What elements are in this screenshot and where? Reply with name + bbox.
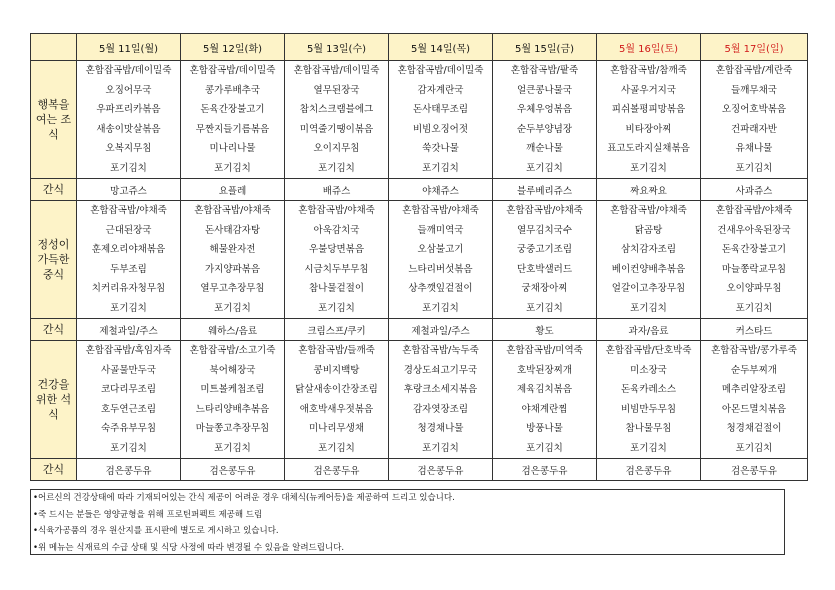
snack-cell: 검은콩두유: [493, 459, 597, 481]
menu-item: 훈제오리야채볶음: [91, 244, 166, 256]
menu-item: 들깨무채국: [731, 84, 777, 96]
day-header: 5월 13일(수): [285, 34, 389, 61]
menu-item-list: [597, 201, 700, 318]
meal-cell: [493, 341, 597, 459]
snack-cell: 제철과일/주스: [389, 319, 493, 341]
meal-cell: [493, 201, 597, 319]
menu-item-list: [701, 341, 807, 458]
menu-item: 깨순나물: [526, 143, 563, 155]
menu-item-list: [181, 61, 284, 178]
menu-item-list: [493, 201, 596, 318]
menu-item: 아몬드멸치볶음: [721, 403, 787, 415]
menu-item: 새송이맛살볶음: [96, 123, 161, 135]
menu-item: 제육김치볶음: [516, 384, 573, 396]
menu-item: 느타리버섯볶음: [408, 263, 473, 275]
menu-item: 돈육간장불고기: [721, 244, 787, 256]
menu-item: 포기김치: [214, 302, 251, 314]
menu-item: 감자계란국: [417, 84, 464, 96]
menu-item: 혼합잡곡밥/흑임자죽: [85, 345, 172, 357]
menu-item-list: [701, 61, 807, 178]
menu-item: 메추리알장조림: [721, 384, 787, 396]
menu-item: 우불당면볶음: [308, 244, 365, 256]
menu-item: 혼합잡곡밥/계란죽: [715, 65, 793, 77]
snack-cell: 커스타드: [701, 319, 808, 341]
meal-cell: [597, 61, 701, 179]
meal-label: 정성이 가득한 중식: [31, 201, 77, 319]
menu-item: 마늘쫑고추장무침: [195, 423, 270, 435]
menu-item: 돈육간장불고기: [200, 104, 265, 116]
meal-cell: [181, 201, 285, 319]
snack-cell: 웨하스/음료: [181, 319, 285, 341]
menu-item: 포기김치: [110, 442, 147, 454]
menu-item: 미나리무생채: [308, 423, 365, 435]
snack-cell: 검은콩두유: [181, 459, 285, 481]
menu-item: 북어해장국: [209, 364, 256, 376]
note-line: •식육가공품의 경우 원산지를 표시판에 별도로 게시하고 있습니다.: [33, 526, 279, 536]
menu-item: 유채나물: [735, 143, 773, 155]
menu-item: 콩가루배추국: [204, 84, 261, 96]
menu-item: 숙주유부무침: [100, 423, 157, 435]
menu-item-list: [285, 341, 388, 458]
menu-item: 얼큰콩나물국: [516, 84, 573, 96]
menu-item: 마늘쫑락교무침: [721, 263, 787, 275]
menu-item: 혼합잡곡밥/데이밀죽: [85, 65, 172, 77]
day-header-saturday: 5월 16일(토): [597, 34, 701, 61]
snack-cell: 제철과일/주스: [77, 319, 181, 341]
meal-cell: [701, 61, 808, 179]
snack-cell: 황도: [493, 319, 597, 341]
day-header: 5월 11일(월): [77, 34, 181, 61]
menu-item: 포기김치: [110, 302, 147, 314]
snack-cell: 망고쥬스: [77, 179, 181, 201]
menu-item: 혼합잡곡밥/야채죽: [298, 205, 375, 217]
meal-cell: [77, 341, 181, 459]
menu-item: 감자엿장조림: [412, 403, 469, 415]
menu-item: 시금치두부무침: [304, 263, 369, 275]
menu-item: 오이지무침: [313, 143, 360, 155]
meal-cell: [597, 201, 701, 319]
menu-item: 비빔만두무침: [620, 403, 677, 415]
menu-item: 닭곰탕: [634, 224, 663, 236]
menu-item: 미역줄기땡이볶음: [299, 123, 374, 135]
menu-item: 참나물무침: [625, 423, 672, 435]
menu-item-list: [493, 61, 596, 178]
meal-cell: [77, 61, 181, 179]
menu-item: 혼합잡곡밥/야채죽: [715, 205, 793, 217]
meal-cell: [493, 61, 597, 179]
menu-item: 포기김치: [110, 162, 147, 174]
menu-item: 혼합잡곡밥/들깨죽: [298, 345, 375, 357]
meal-cell: [389, 341, 493, 459]
day-header-sunday: 5월 17일(일): [701, 34, 808, 61]
menu-item: 사골우거지국: [620, 84, 677, 96]
menu-item: 돈육카레소스: [620, 384, 677, 396]
menu-item: 건파래자반: [731, 123, 777, 135]
menu-item: 우체우엉볶음: [516, 104, 573, 116]
meal-label: 건강을 위한 석식: [31, 341, 77, 459]
menu-item: 야채계란찜: [521, 403, 568, 415]
snack-row: [31, 459, 808, 481]
meal-row: [31, 61, 808, 179]
menu-item: 혼합잡곡밥/데이밀죽: [293, 65, 380, 77]
menu-item: 열무고추장무침: [200, 283, 265, 295]
meal-cell: [389, 201, 493, 319]
meal-cell: [181, 341, 285, 459]
meal-cell: [181, 61, 285, 179]
snack-cell: 야채쥬스: [389, 179, 493, 201]
meal-cell: [285, 341, 389, 459]
menu-item: 혼합잡곡밥/야채죽: [506, 205, 583, 217]
menu-item: 혼합잡곡밥/녹두죽: [402, 345, 479, 357]
menu-item: 포기김치: [214, 162, 251, 174]
menu-item: 해물완자전: [209, 244, 256, 256]
menu-item: 포기김치: [526, 442, 563, 454]
menu-item: 포기김치: [735, 162, 773, 174]
menu-item-list: [389, 341, 492, 458]
snack-cell: 배쥬스: [285, 179, 389, 201]
menu-item: 혼합잡곡밥/콩가루죽: [711, 345, 797, 357]
menu-item: 청경채나물: [417, 423, 464, 435]
menu-item: 비타장아찌: [625, 123, 672, 135]
snack-label: 간식: [31, 459, 77, 481]
menu-item: 돈사태무조림: [412, 104, 469, 116]
menu-item: 비빔오징어젓: [412, 123, 469, 135]
menu-item: 혼합잡곡밥/팥죽: [510, 65, 579, 77]
menu-item: 혼합잡곡밥/데이밀죽: [397, 65, 484, 77]
menu-item: 경상도쇠고기무국: [403, 364, 478, 376]
meal-cell: [701, 341, 808, 459]
menu-item: 궁중고기조림: [516, 244, 573, 256]
menu-item: 포기김치: [735, 302, 773, 314]
menu-item: 포기김치: [422, 442, 459, 454]
menu-item: 포기김치: [422, 162, 459, 174]
menu-item-list: [181, 341, 284, 458]
menu-item: 단호박샐러드: [516, 263, 573, 275]
menu-item-list: [493, 341, 596, 458]
menu-item: 열무된장국: [313, 84, 360, 96]
menu-item: 오삼불고기: [417, 244, 464, 256]
meal-cell: [597, 341, 701, 459]
note-line: •죽 드시는 분들은 영양균형을 위해 프로틴퍼펙트 제공해 드림: [33, 509, 263, 520]
menu-item: 방풍나물: [526, 423, 563, 435]
menu-item-list: [389, 61, 492, 178]
menu-item: 포기김치: [630, 162, 667, 174]
menu-item: 포기김치: [422, 302, 459, 314]
menu-item: 오징어호박볶음: [721, 104, 787, 116]
menu-item: 혼합잡곡밥/미역죽: [506, 345, 583, 357]
menu-item: 미소장국: [630, 364, 667, 376]
menu-item: 무짠지들기름볶음: [195, 123, 270, 135]
menu-item: 피쉬볼평피망볶음: [611, 104, 686, 116]
menu-item: 참나물겉절이: [308, 283, 365, 295]
menu-item-list: [77, 61, 180, 178]
menu-item: 미나리나물: [209, 143, 256, 155]
menu-item: 포기김치: [526, 162, 563, 174]
snack-cell: 검은콩두유: [701, 459, 808, 481]
day-header: 5월 14일(목): [389, 34, 493, 61]
header-row: [31, 34, 808, 61]
menu-item: 혼합잡곡밥/야채죽: [194, 205, 271, 217]
menu-item: 쑥갓나물: [422, 143, 459, 155]
menu-item: 혼합잡곡밥/단호박죽: [605, 345, 692, 357]
menu-item: 근대된장국: [105, 224, 152, 236]
menu-item-list: [77, 201, 180, 318]
snack-cell: 검은콩두유: [597, 459, 701, 481]
meal-label: 행복을 여는 조식: [31, 61, 77, 179]
snack-cell: 블루베리쥬스: [493, 179, 597, 201]
snack-label: 간식: [31, 179, 77, 201]
snack-cell: 요플레: [181, 179, 285, 201]
menu-item: 혼합잡곡밥/참깨죽: [610, 65, 687, 77]
menu-item: 상추깻잎겉절이: [408, 283, 473, 295]
menu-item: 오이양파무침: [726, 283, 782, 295]
day-header: 5월 12일(화): [181, 34, 285, 61]
snack-cell: 검은콩두유: [285, 459, 389, 481]
menu-item-list: [285, 201, 388, 318]
menu-item: 코다리무조림: [100, 384, 157, 396]
header-corner-cell: [31, 34, 77, 61]
menu-item: 두부조림: [110, 263, 147, 275]
menu-item-list: [597, 61, 700, 178]
menu-item: 혼합잡곡밥/데이밀죽: [189, 65, 276, 77]
meal-row: [31, 201, 808, 319]
menu-item: 혼합잡곡밥/야채죽: [90, 205, 167, 217]
snack-label: 간식: [31, 319, 77, 341]
menu-item: 혼합잡곡밥/야채죽: [402, 205, 479, 217]
menu-item: 궁채장아찌: [521, 283, 568, 295]
menu-item: 포기김치: [318, 162, 355, 174]
menu-item: 혼합잡곡밥/야채죽: [610, 205, 687, 217]
menu-item: 포기김치: [630, 302, 667, 314]
menu-item-list: [701, 201, 807, 318]
snack-row: [31, 179, 808, 201]
menu-item: 치커리유자청무침: [91, 283, 166, 295]
menu-item: 호두연근조림: [100, 403, 157, 415]
menu-item-list: [285, 61, 388, 178]
snack-row: [31, 319, 808, 341]
menu-item: 얼갈이고추장무침: [611, 283, 686, 295]
menu-item-list: [77, 341, 180, 458]
menu-item: 콩비지백탕: [313, 364, 360, 376]
meal-cell: [389, 61, 493, 179]
menu-item: 오징어무국: [105, 84, 152, 96]
menu-item: 포기김치: [318, 302, 355, 314]
menu-item: 들깨미역국: [417, 224, 464, 236]
meal-row: [31, 341, 808, 459]
menu-item: 참치스크램블에그: [299, 104, 374, 116]
menu-item: 삼치감자조림: [620, 244, 677, 256]
menu-item: 열무김치국수: [516, 224, 573, 236]
menu-item: 순두부양념장: [516, 123, 573, 135]
weekly-menu-table: [30, 33, 808, 481]
snack-cell: 사과쥬스: [701, 179, 808, 201]
menu-item: 포기김치: [630, 442, 667, 454]
meal-cell: [285, 201, 389, 319]
snack-cell: 검은콩두유: [389, 459, 493, 481]
notes-box: [30, 489, 785, 555]
menu-item: 후랑크소세지볶음: [403, 384, 478, 396]
note-line: •어르신의 건강상태에 따라 기재되어있는 간식 제공이 어려운 경우 대체식(뉴케어등)을 제공하여 드리고 있습니다.: [33, 493, 455, 503]
menu-item: 호박된장찌개: [516, 364, 573, 376]
menu-item: 미트볼케첩조림: [200, 384, 265, 396]
menu-item: 돈사태감자탕: [204, 224, 261, 236]
menu-item: 느타리양배추볶음: [195, 403, 270, 415]
menu-item-list: [389, 201, 492, 318]
menu-item: 사골물만두국: [100, 364, 157, 376]
snack-cell: 검은콩두유: [77, 459, 181, 481]
menu-item: 포기김치: [735, 442, 773, 454]
meal-cell: [77, 201, 181, 319]
menu-item-list: [597, 341, 700, 458]
menu-item: 애호박새우젓볶음: [299, 403, 374, 415]
note-line: •위 메뉴는 식재료의 수급 상태 및 식당 사정에 따라 변경될 수 있음을 알려드립니다.: [33, 542, 345, 553]
menu-item: 닭살새송이간장조림: [295, 384, 378, 396]
meal-cell: [285, 61, 389, 179]
menu-item-list: [181, 201, 284, 318]
menu-item: 순두부찌개: [731, 364, 777, 376]
menu-item: 포기김치: [526, 302, 563, 314]
menu-item: 아욱감치국: [313, 224, 360, 236]
snack-cell: 과자/음료: [597, 319, 701, 341]
menu-item: 건새우아욱된장국: [717, 224, 791, 236]
menu-item: 우파프리카볶음: [96, 104, 161, 116]
menu-item: 포기김치: [318, 442, 355, 454]
day-header: 5월 15일(금): [493, 34, 597, 61]
menu-item: 베이컨양배추볶음: [611, 263, 686, 275]
menu-item: 포기김치: [214, 442, 251, 454]
menu-item: 오복지무침: [105, 143, 152, 155]
menu-item: 혼합잡곡밥/소고기죽: [189, 345, 276, 357]
menu-item: 가지양파볶음: [204, 263, 261, 275]
meal-cell: [701, 201, 808, 319]
menu-item: 표고도라지실채볶음: [607, 143, 690, 155]
snack-cell: 크림스프/쿠키: [285, 319, 389, 341]
menu-item: 청경채겉절이: [726, 423, 782, 435]
snack-cell: 짜요짜요: [597, 179, 701, 201]
